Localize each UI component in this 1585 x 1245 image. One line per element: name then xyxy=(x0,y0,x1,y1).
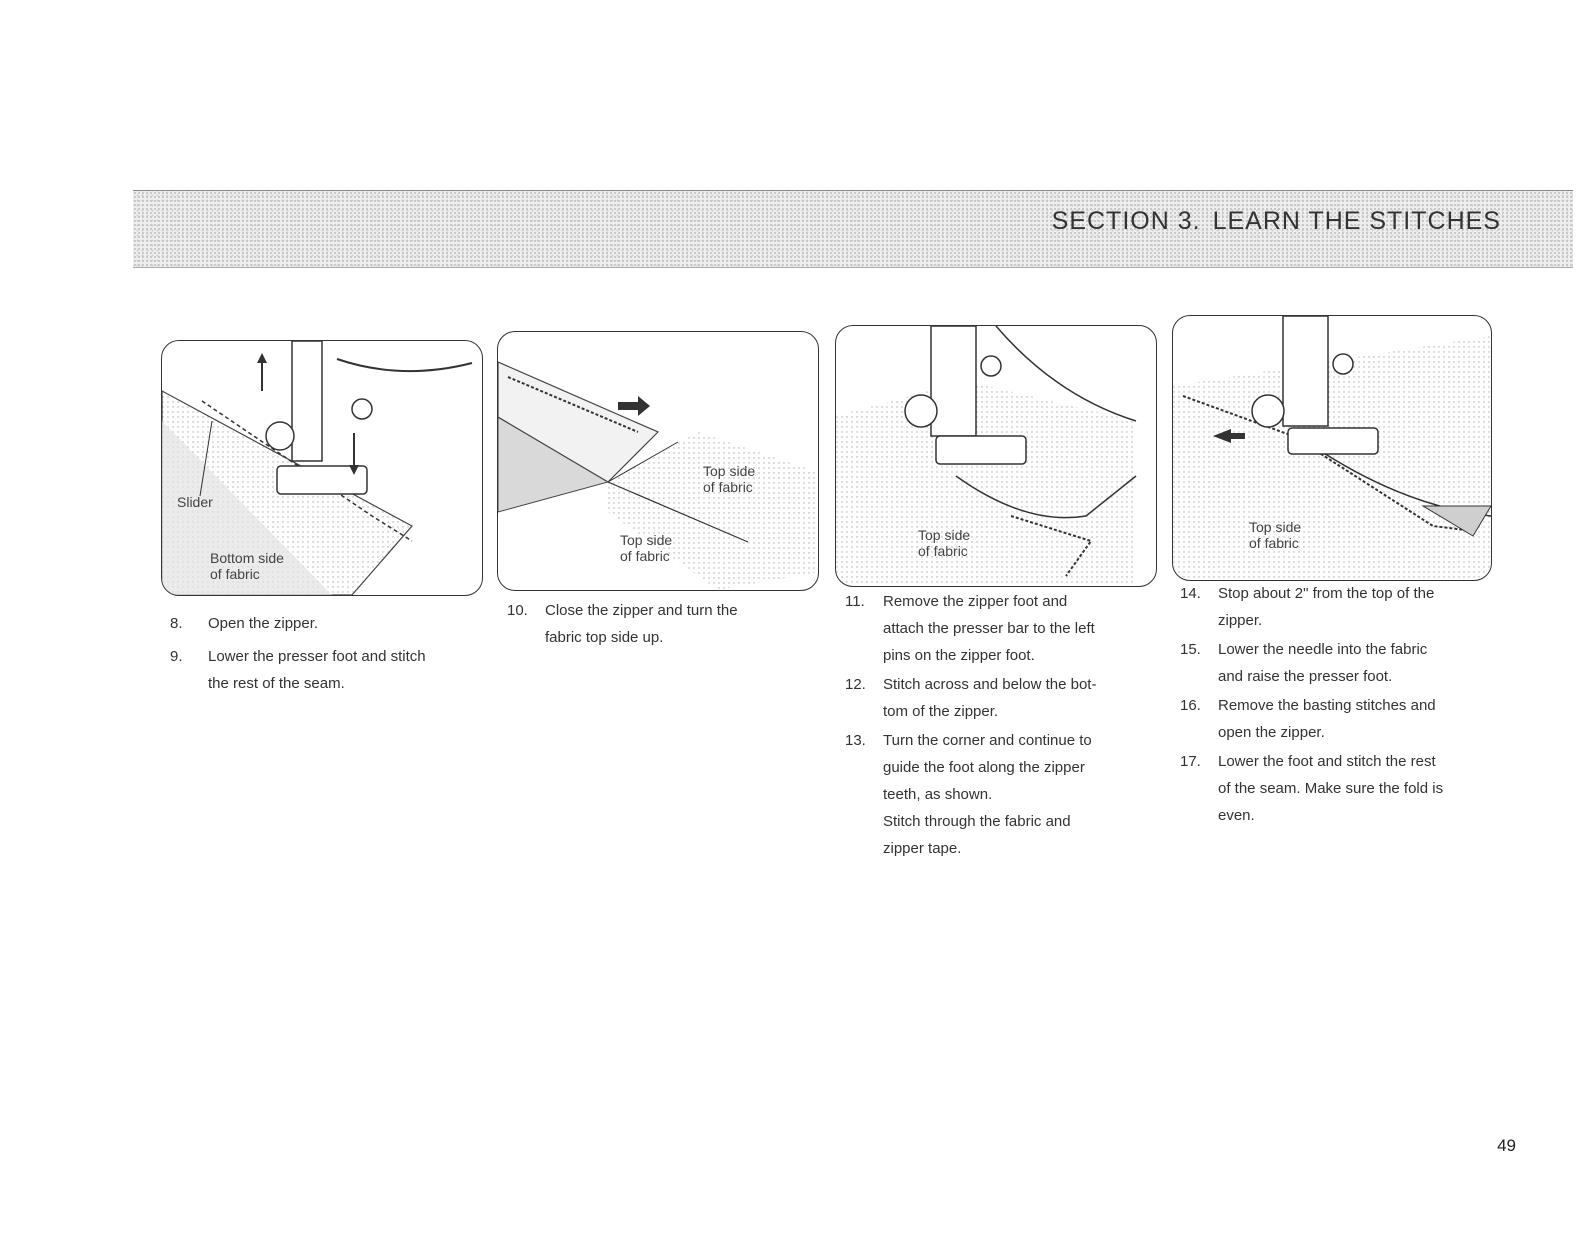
illustration-open-zipper xyxy=(162,341,482,595)
label-bottom-side-1: Bottom side xyxy=(210,550,284,566)
steps-column-2 xyxy=(507,597,822,653)
step-text: Turn the corner and continue to xyxy=(883,732,1092,749)
step-text: Stop about 2" from the top of the xyxy=(1218,585,1435,602)
step-text-continued: the rest of the seam. xyxy=(208,675,345,692)
section-number: SECTION 3. xyxy=(1051,207,1201,235)
step-text: Lower the foot and stitch the rest xyxy=(1218,753,1436,770)
step-number: 15. xyxy=(1180,641,1201,658)
steps-column-3 xyxy=(845,588,1165,864)
step-text-continued: guide the foot along the zipper xyxy=(883,759,1085,776)
page-number: 49 xyxy=(1497,1136,1516,1155)
label-top-side-2: of fabric xyxy=(918,543,968,559)
step-number: 14. xyxy=(1180,585,1201,602)
step-text-continued: zipper tape. xyxy=(883,840,962,857)
step-text-continued: tom of the zipper. xyxy=(883,703,999,720)
section-title xyxy=(1040,207,1501,236)
step-number: 10. xyxy=(507,602,528,619)
step-11 xyxy=(845,588,1165,669)
step-number: 17. xyxy=(1180,753,1201,770)
step-9 xyxy=(170,643,485,697)
step-14 xyxy=(1180,580,1510,634)
section-banner xyxy=(133,190,1573,268)
step-15 xyxy=(1180,636,1510,690)
step-text-continued: zipper. xyxy=(1218,612,1263,629)
figure-stitch-across xyxy=(835,325,1157,587)
step-text: Close the zipper and turn the xyxy=(545,602,738,619)
step-text-continued: and raise the presser foot. xyxy=(1218,668,1393,685)
step-text: Lower the presser foot and stitch xyxy=(208,648,426,665)
step-text: Stitch across and below the bot- xyxy=(883,676,1097,693)
step-16 xyxy=(1180,692,1510,746)
step-text-continued: Stitch through the fabric and xyxy=(883,813,1071,830)
step-13 xyxy=(845,727,1165,862)
step-text-continued: fabric top side up. xyxy=(545,629,664,646)
step-number: 12. xyxy=(845,676,866,693)
figure-open-zipper xyxy=(161,340,483,596)
illustration-close-zipper xyxy=(498,332,818,590)
illustration-stitch-across xyxy=(836,326,1156,586)
step-10 xyxy=(507,597,822,651)
steps-column-4 xyxy=(1180,580,1510,831)
step-text-continued: teeth, as shown. xyxy=(883,786,993,803)
label-top-side-1: Top side xyxy=(1249,519,1302,535)
step-8 xyxy=(170,610,485,637)
label-top-side-2: of fabric xyxy=(1249,535,1299,551)
figure-close-zipper xyxy=(497,331,819,591)
label-slider: Slider xyxy=(177,494,213,510)
figure-stop-near-top xyxy=(1172,315,1492,581)
label-top-side-lower-1: Top side xyxy=(620,532,673,548)
step-text: Remove the zipper foot and xyxy=(883,593,1068,610)
label-top-side-1: Top side xyxy=(918,527,971,543)
section-name: LEARN THE STITCHES xyxy=(1212,207,1501,235)
step-text: Remove the basting stitches and xyxy=(1218,697,1436,714)
step-number: 11. xyxy=(845,593,865,610)
steps-column-1 xyxy=(170,610,485,699)
step-number: 13. xyxy=(845,732,866,749)
label-top-side-upper-1: Top side xyxy=(703,463,756,479)
step-number: 16. xyxy=(1180,697,1201,714)
step-17 xyxy=(1180,748,1510,829)
step-text-continued: pins on the zipper foot. xyxy=(883,647,1035,664)
step-text-continued: of the seam. Make sure the fold is xyxy=(1218,780,1444,797)
step-number: 9. xyxy=(170,648,183,665)
label-bottom-side-2: of fabric xyxy=(210,566,260,582)
label-top-side-upper-2: of fabric xyxy=(703,479,753,495)
step-text-continued: even. xyxy=(1218,807,1255,824)
label-top-side-lower-2: of fabric xyxy=(620,548,670,564)
step-number: 8. xyxy=(170,615,183,632)
step-text: Open the zipper. xyxy=(208,615,319,632)
step-text-continued: open the zipper. xyxy=(1218,724,1325,741)
step-text: Lower the needle into the fabric xyxy=(1218,641,1428,658)
step-text-continued: attach the presser bar to the left xyxy=(883,620,1095,637)
step-12 xyxy=(845,671,1165,725)
illustration-stop-near-top xyxy=(1173,316,1491,580)
